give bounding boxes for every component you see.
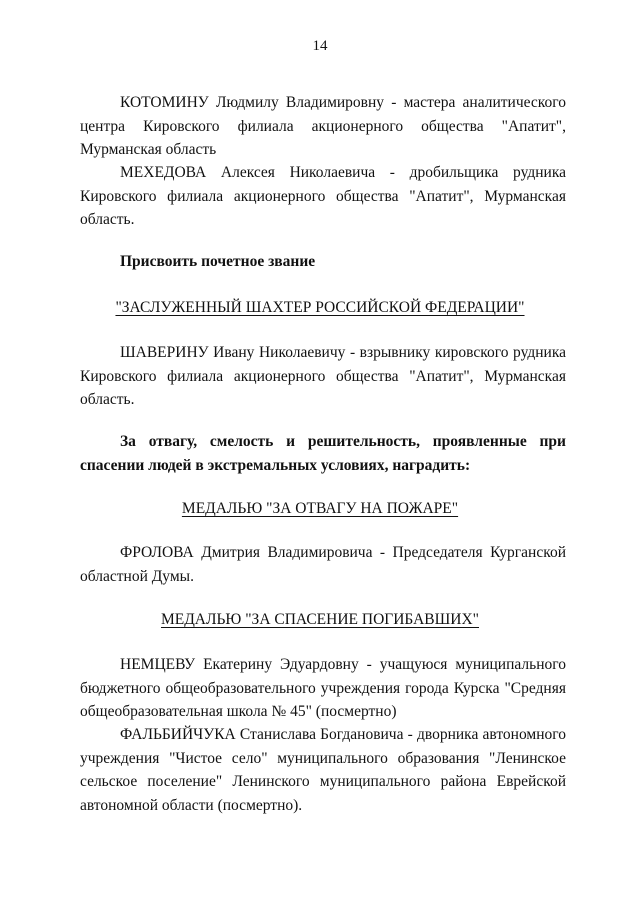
paragraph-falbiychuka: ФАЛЬБИЙЧУКА Станислава Богдановича - дворника автономного учреждения "Чистое село" муниципального образования "Ленинское сельское поселение" Ленинского муниципального района Еврейской автономной области (посмертно). <box>80 726 566 814</box>
bravery-award-heading: За отвагу, смелость и решительность, проявленные при спасении людей в экстремальных условиях, наградить: <box>80 433 566 474</box>
honored-miner-title <box>0 296 640 320</box>
paragraph-mekhedova: МЕХЕДОВА Алексея Николаевича - дробильщика рудника Кировского филиала акционерного общества "Апатит", Мурманская область. <box>80 164 566 228</box>
honored-miner-title-text: "ЗАСЛУЖЕННЫЙ ШАХТЕР РОССИЙСКОЙ ФЕДЕРАЦИИ" <box>115 299 525 316</box>
medal-fire-title-text: МЕДАЛЬЮ "ЗА ОТВАГУ НА ПОЖАРЕ" <box>181 500 459 517</box>
paragraph-frolova: ФРОЛОВА Дмитрия Владимировича - Председателя Курганской областной Думы. <box>80 544 566 585</box>
medal-fire-title <box>0 497 640 521</box>
medal-rescue-title <box>0 608 640 632</box>
page-number: 14 <box>312 38 328 54</box>
medal-rescue-title-text: МЕДАЛЬЮ "ЗА СПАСЕНИЕ ПОГИБАВШИХ" <box>160 611 479 628</box>
assign-title-heading: Присвоить почетное звание <box>120 253 316 270</box>
paragraph-kotomina: КОТОМИНУ Людмилу Владимировну - мастера аналитического центра Кировского филиала акционерного общества "Апатит", Мурманская область <box>80 94 566 158</box>
paragraph-shaverina: ШАВЕРИНУ Ивану Николаевичу - взрывнику кировского рудника Кировского филиала акционерного общества "Апатит", Мурманская область. <box>80 344 566 408</box>
paragraph-nemtseva: НЕМЦЕВУ Екатерину Эдуардовну - учащуюся муниципального бюджетного общеобразовательного учреждения города Курска "Средняя общеобразовательная школа № 45" (посмертно) <box>80 656 566 720</box>
